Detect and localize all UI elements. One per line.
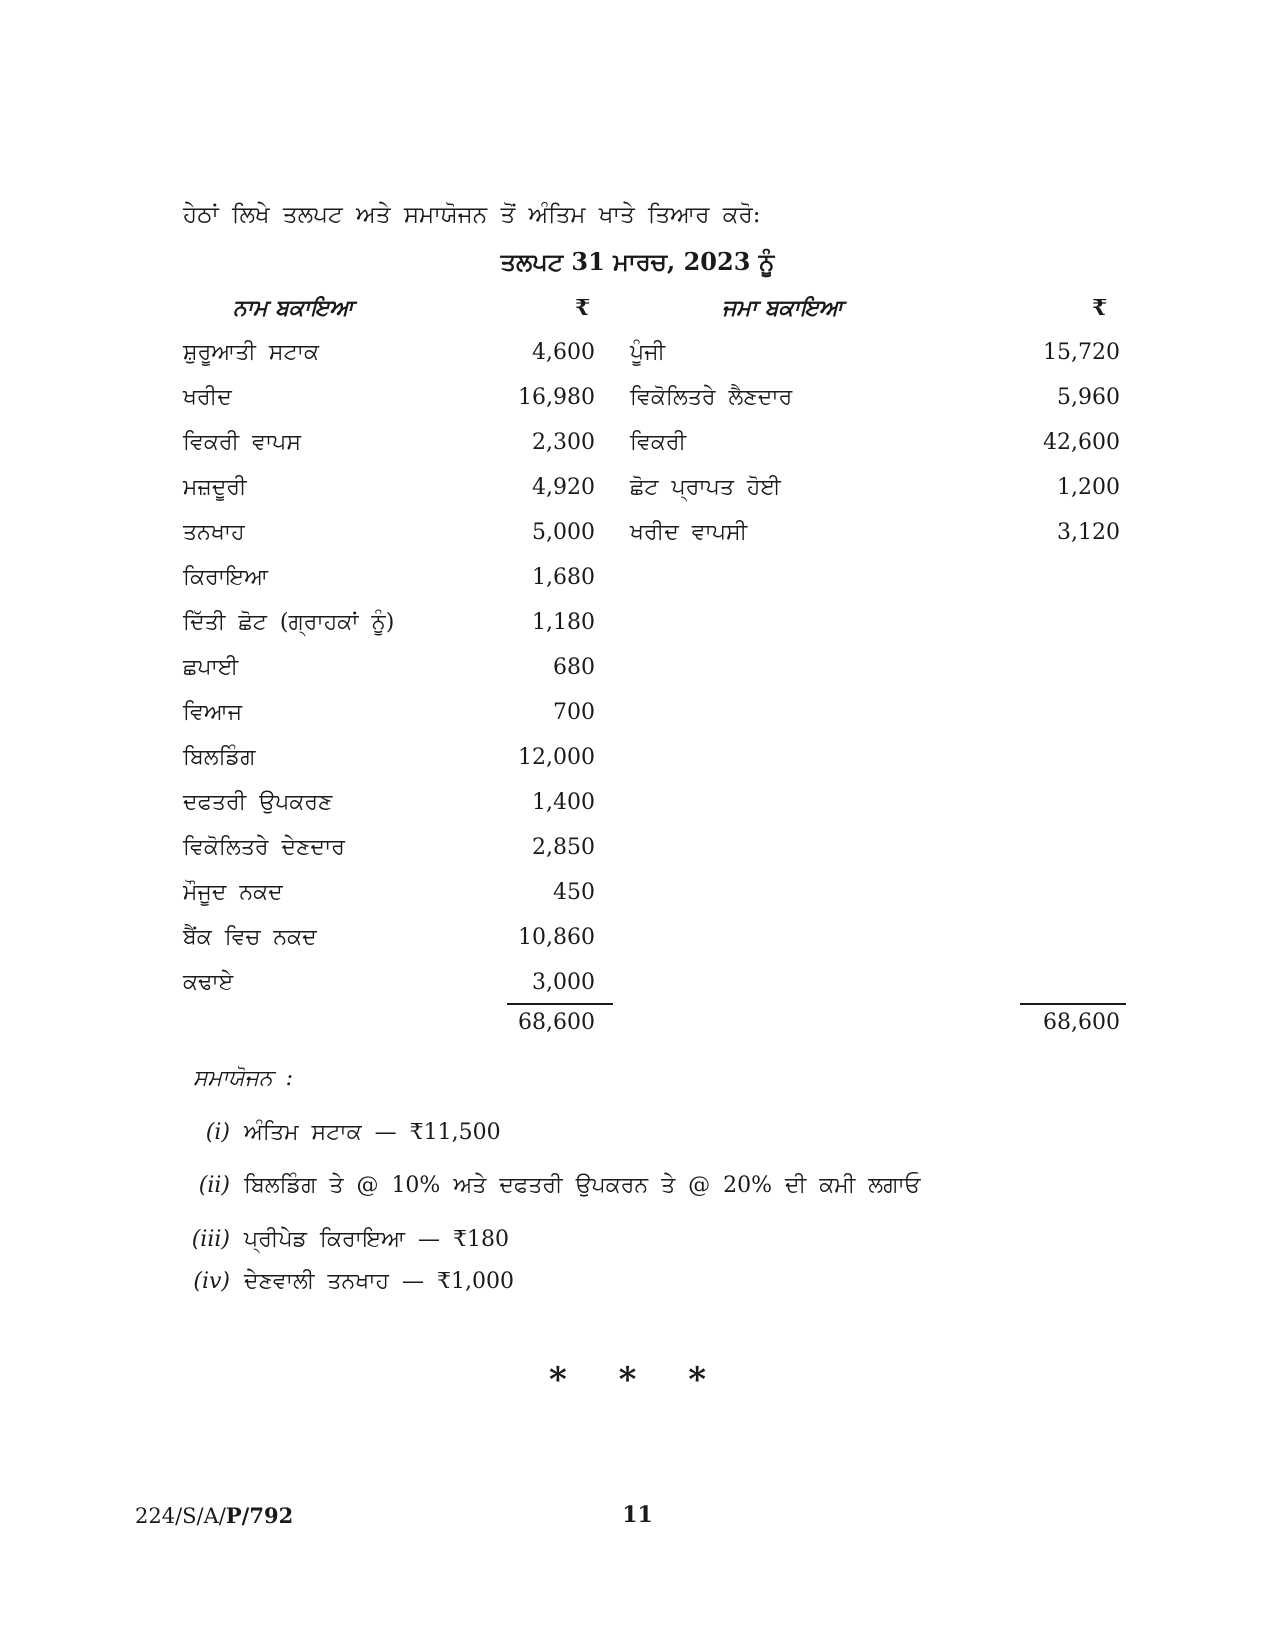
end-marker: * * * [548,1360,726,1400]
instruction-text: ਹੇਠਾਂ ਲਿਖੇ ਤਲਪਟ ਅਤੇ ਸਮਾਯੋਜਨ ਤੋਂ ਅੰਤਿਮ ਖਾਤੇ ਤਿਆਰ ਕਰੋ: [183,202,761,228]
credit-label: ਛੋਟ ਪ੍ਰਾਪਤ ਹੋਈ [630,475,781,500]
adjustments-heading: ਸਮਾਯੋਜਨ : [193,1066,294,1091]
debit-row [183,475,595,520]
adjustment-text: ਪ੍ਰੀਪੇਡ ਕਿਰਾਇਆ — ₹180 [244,1227,509,1252]
debit-row [183,700,595,745]
credit-total: 68,600 [1043,1010,1120,1035]
adjustment-item [180,1173,921,1198]
debit-currency-symbol: ₹ [575,295,591,321]
debit-amount: 12,000 [518,745,595,770]
debit-row [183,745,595,790]
debit-label: ਵਿਆਜ [183,700,243,725]
debit-label: ਖਰੀਦ [183,385,232,410]
debit-label: ਦਫਤਰੀ ਉਪਕਰਣ [183,790,333,815]
paper-code-set: P [225,1503,242,1528]
debit-label: ਕਿਰਾਇਆ [183,565,269,590]
debit-label: ਛਪਾਈ [183,655,239,680]
debit-amount: 2,300 [532,430,595,455]
credit-total-rule [1020,1003,1126,1005]
paper-code-number: 792 [249,1503,294,1528]
debit-label: ਬੈਂਕ ਵਿਚ ਨਕਦ [183,925,317,950]
debit-amount: 1,400 [532,790,595,815]
debit-row [183,835,595,880]
debit-row [183,385,595,430]
credit-balances-list [630,340,1120,565]
credit-label: ਵਿਕਰੀ [630,430,687,455]
debit-amount: 3,000 [532,970,595,995]
debit-label: ਤਨਖਾਹ [183,520,245,545]
credit-amount: 15,720 [1043,340,1120,365]
adjustment-item [180,1269,514,1294]
debit-row [183,880,595,925]
debit-heading: ਨਾਮ ਬਕਾਇਆ [233,295,354,321]
debit-total-rule [507,1003,613,1005]
debit-amount: 700 [553,700,595,725]
debit-label: ਬਿਲਡਿੰਗ [183,745,256,770]
debit-amount: 4,600 [532,340,595,365]
debit-label: ਮਜ਼ਦੂਰੀ [183,475,247,500]
debit-amount: 450 [553,880,595,905]
credit-amount: 5,960 [1057,385,1120,410]
credit-currency-symbol: ₹ [1092,295,1108,321]
credit-label: ਵਿਕੋਲਿਤਰੇ ਲੈਣਦਾਰ [630,385,793,410]
debit-label: ਵਿਕੋਲਿਤਰੇ ਦੇਣਦਾਰ [183,835,345,860]
adjustment-item [180,1227,509,1252]
paper-code-separator: / [241,1503,250,1528]
credit-row [630,430,1120,475]
debit-row [183,655,595,700]
adjustment-text: ਅੰਤਿਮ ਸਟਾਕ — ₹11,500 [244,1120,501,1145]
debit-row [183,565,595,610]
debit-row [183,430,595,475]
debit-amount: 2,850 [532,835,595,860]
adjustment-item [180,1120,501,1145]
trial-balance-title: ਤਲਪਟ 31 ਮਾਰਚ, 2023 ਨੂੰ [500,247,775,276]
adjustment-number: (iv) [193,1269,230,1294]
debit-row [183,520,595,565]
credit-row [630,475,1120,520]
debit-row [183,970,595,1015]
debit-row [183,925,595,970]
debit-label: ਦਿੱਤੀ ਛੋਟ (ਗ੍ਰਾਹਕਾਂ ਨੂੰ) [183,610,395,635]
debit-amount: 1,180 [532,610,595,635]
debit-label: ਵਿਕਰੀ ਵਾਪਸ [183,430,302,455]
credit-amount: 42,600 [1043,430,1120,455]
debit-amount: 1,680 [532,565,595,590]
debit-amount: 16,980 [518,385,595,410]
credit-label: ਪੂੰਜੀ [630,340,666,365]
credit-heading: ਜਮਾ ਬਕਾਇਆ [722,295,843,321]
credit-row [630,340,1120,385]
adjustment-text: ਬਿਲਡਿੰਗ ਤੇ @ 10% ਅਤੇ ਦਫਤਰੀ ਉਪਕਰਨ ਤੇ @ 20% ਦੀ ਕਮੀ ਲਗਾਓ [244,1173,921,1198]
credit-amount: 3,120 [1057,520,1120,545]
debit-balances-list [183,340,595,1015]
page-number: 11 [622,1502,653,1528]
credit-label: ਖਰੀਦ ਵਾਪਸੀ [630,520,748,545]
debit-row [183,790,595,835]
debit-label: ਮੌਜੂਦ ਨਕਦ [183,880,283,905]
debit-row [183,610,595,655]
adjustment-number: (i) [205,1120,230,1145]
debit-amount: 680 [553,655,595,680]
debit-total: 68,600 [518,1010,595,1035]
debit-amount: 5,000 [532,520,595,545]
adjustment-text: ਦੇਣਵਾਲੀ ਤਨਖਾਹ — ₹1,000 [244,1269,514,1294]
credit-row [630,520,1120,565]
debit-label: ਕਢਾਏ [183,970,234,995]
paper-code-prefix: 224/S/A/ [135,1504,226,1528]
credit-row [630,385,1120,430]
debit-label: ਸ਼ੁਰੂਆਤੀ ਸਟਾਕ [183,340,319,365]
adjustment-number: (iii) [191,1227,230,1252]
adjustment-number: (ii) [198,1173,230,1198]
debit-amount: 4,920 [532,475,595,500]
debit-amount: 10,860 [518,925,595,950]
debit-row [183,340,595,385]
credit-amount: 1,200 [1057,475,1120,500]
